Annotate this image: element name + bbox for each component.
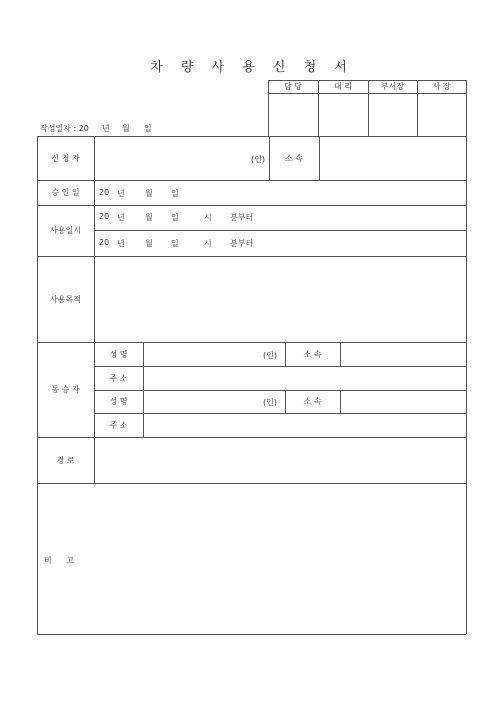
approval-header-manager: 담 당	[284, 82, 302, 91]
usage-2-month-unit: 월	[145, 239, 153, 248]
approval-sign-manager[interactable]	[269, 94, 317, 135]
applicant-dept-label: 소 속	[285, 153, 303, 163]
companion-1-address-label: 주 소	[109, 373, 128, 383]
usage-1-month-unit: 월	[145, 213, 153, 222]
usage-2-prefix: 20	[99, 238, 110, 247]
approval-header-president: 사 장	[432, 82, 451, 91]
approval-sign-president[interactable]	[418, 94, 465, 135]
approval-date-day-unit: 일	[171, 189, 179, 198]
usage-datetime-label: 사용일시	[50, 226, 81, 235]
companion-2-name-label: 성 명	[109, 397, 128, 406]
purpose-field[interactable]	[95, 257, 465, 341]
remarks-label: 비 고	[44, 556, 80, 565]
approval-date-field[interactable]	[95, 181, 465, 204]
companion-2-dept-field[interactable]	[341, 391, 465, 412]
approval-sign-assistant[interactable]	[319, 94, 367, 135]
companion-1-dept-label: 소 속	[303, 349, 322, 359]
usage-2-suffix: 분부터	[230, 239, 254, 248]
applicant-name-field[interactable]	[95, 137, 268, 179]
approval-sign-dept-head[interactable]	[369, 94, 416, 135]
approval-header-dept-head: 부서장	[380, 82, 405, 91]
usage-2-year-unit: 년	[117, 239, 125, 248]
date-written-day-unit: 일	[144, 124, 152, 133]
usage-datetime-field-2[interactable]	[95, 231, 465, 255]
usage-1-day-unit: 일	[171, 213, 179, 222]
companion-2-address-field[interactable]	[144, 414, 465, 436]
applicant-label: 신 청 자	[51, 153, 80, 163]
route-label: 경 로	[56, 455, 75, 465]
usage-1-prefix: 20	[99, 212, 110, 221]
companion-1-address-field[interactable]	[144, 367, 465, 389]
applicant-dept-field[interactable]	[320, 137, 465, 179]
companion-2-address-label: 주 소	[109, 420, 128, 430]
usage-1-year-unit: 년	[117, 213, 125, 222]
date-written-month-unit: 월	[122, 124, 130, 133]
companion-1-seal: (인)	[263, 351, 277, 360]
companion-2-dept-label: 소 속	[303, 397, 322, 406]
applicant-seal: (인)	[251, 155, 265, 164]
approval-date-month-unit: 월	[145, 189, 153, 198]
companion-1-name-label: 성 명	[109, 349, 128, 359]
usage-2-hour-unit: 시	[204, 239, 212, 248]
usage-2-day-unit: 일	[171, 239, 179, 248]
companion-1-dept-field[interactable]	[341, 343, 465, 365]
date-written-label: 작성일자 : 20	[40, 124, 89, 133]
remarks-field[interactable]	[38, 484, 465, 633]
purpose-label: 사용목적	[50, 294, 81, 304]
usage-datetime-field-1[interactable]	[95, 206, 465, 229]
page-title: 차 량 사 용 신 청 서	[150, 60, 354, 75]
approval-date-prefix: 20	[99, 188, 110, 197]
approval-header-assistant: 대 리	[334, 82, 352, 91]
usage-1-suffix: 분부터	[230, 213, 254, 222]
approval-date-label: 승 인 일	[51, 188, 80, 197]
route-field[interactable]	[95, 438, 465, 482]
companions-label: 동 승 자	[51, 385, 80, 394]
companion-2-seal: (인)	[263, 398, 277, 407]
usage-1-hour-unit: 시	[204, 213, 212, 222]
date-written-year-unit: 년	[102, 124, 110, 133]
approval-date-year-unit: 년	[117, 189, 125, 198]
